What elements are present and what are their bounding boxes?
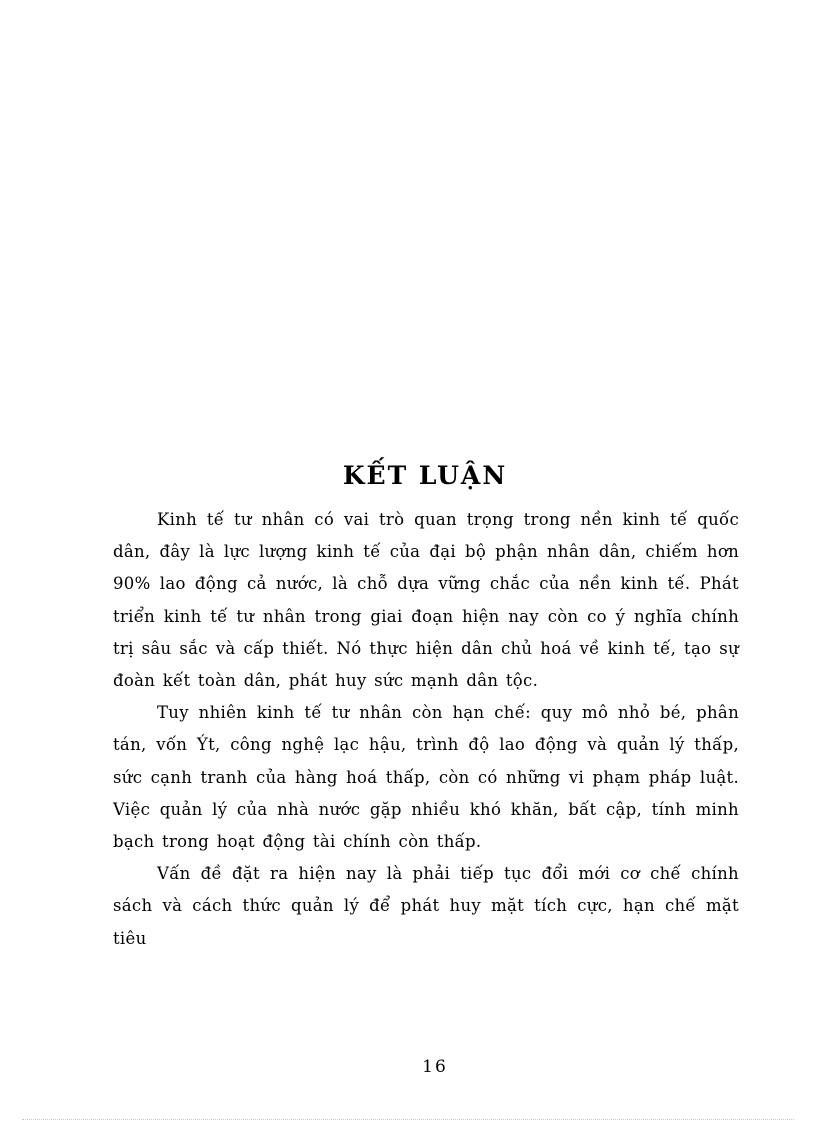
section-heading: KẾT LUẬN xyxy=(342,461,508,490)
paragraph-1: Kinh tế tư nhân có vai trò quan trọng trong nền kinh tế quốc dân, đây là lực lượng kinh tế của đại bộ phận nhân dân, chiếm hơn 90% lao động cả nước, là chỗ dựa vững chắc của nền kinh tế. Phát triển kinh tế tư nhân trong giai đoạn hiện nay còn co ý nghĩa chính trị sâu sắc và cấp thiết. Nó thực hiện dân chủ hoá về kinh tế, tạo sự đoàn kết toàn dân, phát huy sức mạnh dân tộc. xyxy=(113,510,739,691)
page-number: 16 xyxy=(422,1057,448,1077)
paragraph-3: Vấn đề đặt ra hiện nay là phải tiếp tục đổi mới cơ chế chính sách và cách thức quản lý để phát huy mặt tích cực, hạn chế mặt tiêu xyxy=(113,864,739,948)
page-bottom-divider xyxy=(22,1119,794,1120)
body-text xyxy=(113,504,739,955)
paragraph-2: Tuy nhiên kinh tế tư nhân còn hạn chế: quy mô nhỏ bé, phân tán, vốn Ýt, công nghệ lạc hậu, trình độ lao động và quản lý thấp, sức cạnh tranh của hàng hoá thấp, còn có những vi phạm pháp luật. Việc quản lý của nhà nước gặp nhiều khó khăn, bất cập, tính minh bạch trong hoạt động tài chính còn thấp. xyxy=(113,703,739,852)
